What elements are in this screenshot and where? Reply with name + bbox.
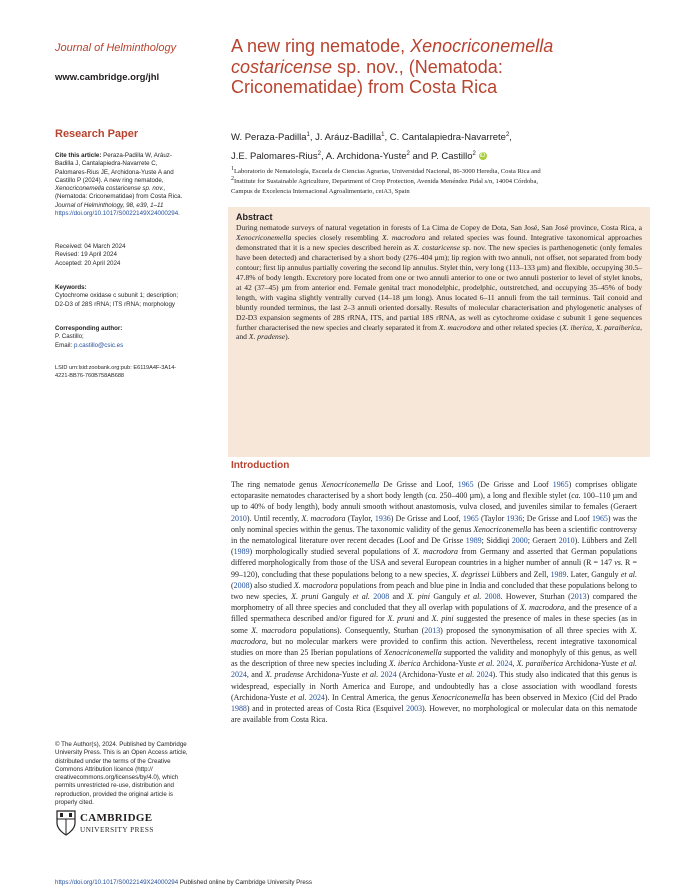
author[interactable]: W. Peraza-Padilla (231, 132, 307, 143)
journal-name: Journal of Helminthology (55, 42, 177, 54)
accepted-date: Accepted: 20 April 2024 (55, 259, 121, 267)
page-footer: https://doi.org/10.1017/S0022149X24000294 Published online by Cambridge University Press (55, 879, 312, 886)
revised-date: Revised: 19 April 2024 (55, 251, 117, 259)
reference-link[interactable]: 2010 (558, 536, 575, 546)
reference-link[interactable]: 1989 (550, 569, 567, 579)
author[interactable]: J. Aráuz-Badilla (315, 132, 382, 143)
cite-label: Cite this article: (55, 152, 102, 159)
reference-link[interactable]: 1988 (231, 704, 247, 714)
reference-link[interactable]: 2008 (373, 592, 390, 602)
corresponding-label: Corresponding author: (55, 325, 123, 332)
dates-block (55, 243, 220, 268)
reference-link[interactable]: 1989 (465, 536, 482, 546)
article-type: Research Paper (55, 128, 139, 140)
journal-url[interactable]: www.cambridge.org/jhl (55, 72, 160, 83)
introduction-body: The ring nematode genus Xenocriconemella De Grisse and Loof, 1965 (De Grisse and Loof 1965) comprises obligate ectoparasite nematodes characterised by a short body length (ca. 250–400 µm), a long and flexible stylet (ca. 100–110 µm and up to 40% of body length), body annuli smooth without anastomosis, vulva closed, and juveniles similar to females (Geraert 2010). Until recently, X. macrodora (Taylor, 1936) De Grisse and Loof, 1965 (Taylor 1936; De Grisse and Loof 1965) was the only nominal species within the genus. The taxonomic validity of the genus Xenocriconemella has been a scientific controversy in the nematological literature over recent decades (Loof and De Grisse 1989; Siddiqi 2000; Geraert 2010). Lübbers and Zell (1989) morphologically studied several populations of X. macrodora from Germany and asserted that German populations differed morphologically from those of the USA and several European countries in a higher number of annuli (R = 147 vs. R = 99–120), concluding that these populations belong to a new species, X. degrissei Lübbers and Zell, 1989. Later, Ganguly et al. (2008) also studied X. macrodora populations from peach and blue pine in India and concluded that these populations belong to two new species, X. pruni Ganguly et al. 2008 and X. pini Ganguly et al. 2008. However, Sturhan (2013) compared the morphometry of all three species and concluded that they all overlap with populations of X. macrodora, and the presence of a filled spermatheca described and/or figured for X. pruni and X. pini suggested the presence of males in these species (as in some X. macrodora populations). Consequently, Sturhan (2013) proposed the synonymisation of all three species with X. macrodora, but no molecular markers were provided to confirm this action. Nevertheless, recent integrative taxonomical studies on more than 25 Iberian populations of Xenocriconemella supported the validity and monophyly of this genus, as well as the description of three new species including X. iberica Archidona-Yuste et al. 2024, X. paraiberica Archidona-Yuste et al. 2024, and X. pradense Archidona-Yuste et al. 2024 (Archidona-Yuste et al. 2024). This study also indicated that this genus is widespread, especially in North America and Europe, and undoubtedly has a close association with woodland forests (Archidona-Yuste et al. 2024). In Central America, the genus Xenocriconemella has been observed in Mexico (Cid del Prado 1988) and in protected areas of Costa Rica (Esquivel 2003). However, no morphological or molecular data on this nematode are available from Costa Rica. (231, 480, 638, 725)
author[interactable]: P. Castillo (431, 151, 473, 162)
abstract-heading: Abstract (236, 212, 273, 222)
abstract-text: During nematode surveys of natural vegetation in forests of La Cima de Copey de Dota, San José, San José province, Costa Rica, a Xenocriconemella species closely resembling X. macrodora and related species was found. Integrative taxonomical approaches demonstrated that it is a new species described herein as X. costaricense sp. nov. The new species is parthenogenetic (only females have been detected) and characterised by a short body (276–404 µm); lip region with two annuli, not offset, not separated from body contour; first lip annulus partially covering the second lip annulus. Stylet thin, very long (113–133 µm) and flexible, occupying 30.5–47.8% of body length. Excretory pore located from one or two annuli anterior to one or two annuli posterior to level of stylet knobs, at 42 (37–45) µm from anterior end. Female genital tract monodelphic, prodelphic, outstretched, and occupying 35–45% of body length, with vagina slightly ventrally curved (14–18 µm long). Anus located 6–11 annuli from the tail terminus. Tail conoid and bluntly rounded terminus, the last 2–3 annuli oriented dorsally. Results of molecular characterisation and phylogenetic analyses of D2-D3 expansion segments of 28S rRNA, ITS, and partial 18S rRNA, as well as cytochrome oxidase c subunit 1 gene sequences further characterised the new species and clearly separated it from X. macrodora and other related species (X. iberica, X. paraiberica, and X. pradense). (236, 223, 643, 342)
received-date: Received: 04 March 2024 (55, 243, 126, 250)
author-list: W. Peraza-Padilla$^1$, J. Aráuz-Badilla$^1$, C. Cantalapiedra-Navarrete$^2$, J.E. Palomares-Rius$^2$, A. Archidona-Yuste$^2$ and P. Castillo$^2$ iD (231, 131, 512, 162)
reference-link[interactable]: 1965 (457, 480, 474, 489)
keywords-block: Keywords: Cytochrome oxidase c subunit 1; description; D2-D3 of 28S rRNA; ITS rRNA; morphology (55, 284, 220, 309)
citation-doi-link[interactable]: https://doi.org/10.1017/S0022149X24000294. (55, 210, 180, 218)
reference-link[interactable]: 2008 (233, 580, 250, 590)
corresponding-name: P. Castillo; (55, 333, 84, 341)
reference-link[interactable]: 1965 (552, 480, 569, 489)
reference-link[interactable]: 2000 (511, 536, 528, 546)
reference-link[interactable]: 2013 (424, 625, 441, 635)
corresponding-author-block: Corresponding author: P. Castillo; Email: p.castillo@csic.es (55, 325, 220, 350)
publisher-subname: UNIVERSITY PRESS (80, 826, 154, 834)
affiliations: $^1$Laboratorio de Nematología, Escuela de Ciencias Agrarias, Universidad Nacional, 86-3000 Heredia, Costa Rica and $^2$Institute for Sustainable Agriculture, Department of Crop Protection, Avenida Menéndez Pidal s/n, 14004 Córdoba, Campus de Excelencia Internacional Agroalimentario, ceiA3, Spain (231, 165, 541, 196)
reference-link[interactable]: 1936 (374, 513, 391, 523)
reference-link[interactable]: 2024 (231, 670, 247, 680)
publisher-name: CAMBRIDGE (80, 812, 153, 824)
reference-link[interactable]: 1989 (233, 547, 250, 557)
copyright-notice: © The Author(s), 2024. Published by Cambridge University Press. This is an Open Access article, distributed under the terms of the Creative Commons Attribution licence (http:// creativecommons.org/licenses/by/4.0), which permits unrestricted re-use, distribution and reproduction, provided the original article is properly cited. (55, 741, 188, 807)
reference-link[interactable]: 2008 (484, 592, 501, 602)
author[interactable]: C. Cantalapiedra-Navarrete (389, 132, 506, 143)
reference-link[interactable]: 1965 (462, 513, 479, 523)
reference-link[interactable]: 1936 (506, 513, 523, 523)
email-link[interactable]: p.castillo@csic.es (73, 341, 124, 349)
reference-link[interactable]: 2024 (476, 670, 493, 680)
lsid-block: LSID urn:lsid:zoobank.org:pub: E6119A4F-3A14- 4221-BB76-760B758AB688 (55, 365, 177, 379)
reference-link[interactable]: 2024 (496, 659, 513, 669)
footer-doi-link[interactable]: https://doi.org/10.1017/S0022149X24000294 (55, 879, 179, 886)
author[interactable]: A. Archidona-Yuste (325, 151, 407, 162)
introduction-heading: Introduction (231, 460, 290, 471)
article-title: A new ring nematode, Xenocriconemella costaricense sp. nov., (Nematoda: Criconematidae) from Costa Rica (231, 36, 554, 97)
keywords-label: Keywords: (55, 284, 87, 291)
reference-link[interactable]: 2010 (231, 513, 247, 523)
reference-link[interactable]: 1965 (592, 513, 608, 523)
abstract-box (228, 207, 650, 457)
orcid-icon[interactable]: iD (479, 153, 486, 160)
reference-link[interactable]: 2024 (309, 692, 325, 702)
reference-link[interactable]: 2013 (570, 592, 587, 602)
author[interactable]: J.E. Palomares-Rius (231, 151, 318, 162)
citation-block: Cite this article: Peraza-Padilla W, Aráuz- Badilla J, Cantalapiedra-Navarrete C, Palomares-Rius JE, Archidona-Yuste A and Castillo P (2024). A new ring nematode, Xenocriconemella costaricense sp. nov., (Nematoda: Criconematidae) from Costa Rica. Journal of Helminthology, 98, e39, 1–11 https://doi.org/10.1017/S0022149X24000294. (55, 152, 220, 218)
reference-link[interactable]: 2003 (406, 704, 423, 714)
reference-link[interactable]: 2024 (380, 670, 397, 680)
cambridge-shield-icon (56, 810, 76, 836)
